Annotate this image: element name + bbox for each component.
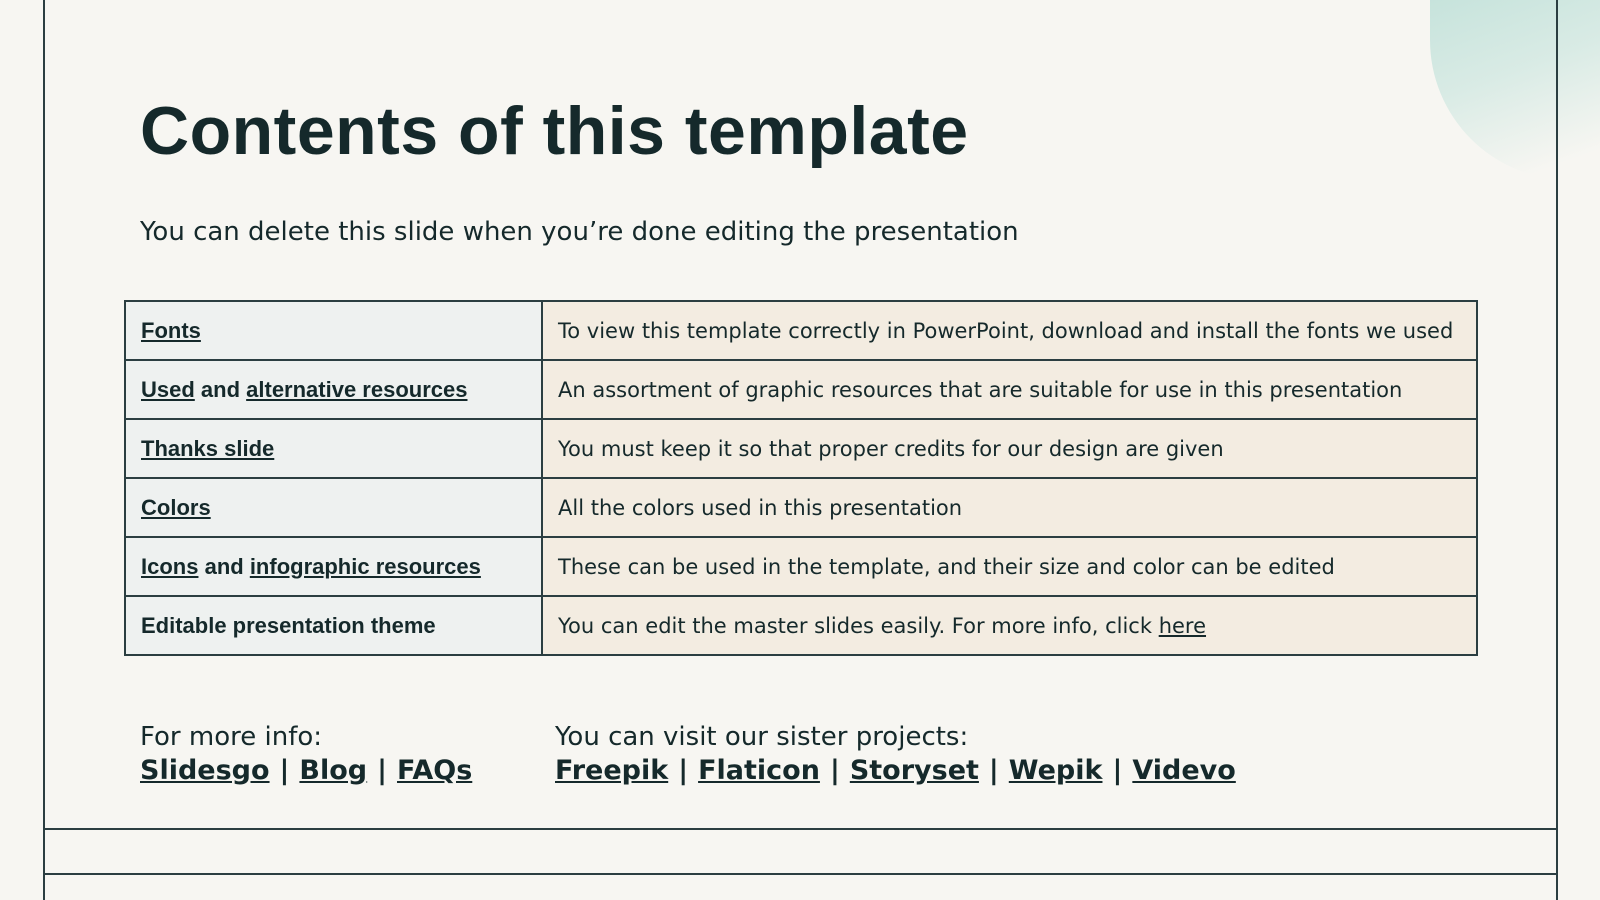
- blog-link[interactable]: Blog: [299, 755, 368, 786]
- link-separator: |: [1112, 755, 1123, 786]
- slidesgo-link[interactable]: Slidesgo: [140, 755, 270, 786]
- table-row: [125, 596, 1477, 655]
- link-separator: |: [988, 755, 999, 786]
- used-link[interactable]: Used: [141, 376, 195, 402]
- link-separator: |: [377, 755, 388, 786]
- left-border-line: [43, 0, 45, 900]
- page-subtitle: You can delete this slide when you’re done editing the presentation: [140, 217, 1019, 247]
- more-info-label: For more info:: [140, 722, 323, 752]
- table-row: [125, 360, 1477, 419]
- right-border-line: [1556, 0, 1558, 900]
- sister-projects-section: [555, 720, 1236, 788]
- row-description-text: An assortment of graphic resources that are suitable for use in this presentation: [558, 377, 1403, 402]
- row-description-cell: [542, 419, 1477, 478]
- row-title-cell: [125, 301, 542, 360]
- icons-link[interactable]: Icons: [141, 553, 199, 579]
- page-title: Contents of this template: [140, 93, 969, 169]
- decorative-blob: [1430, 0, 1600, 180]
- row-description-text: These can be used in the template, and their size and color can be edited: [558, 554, 1335, 579]
- storyset-link[interactable]: Storyset: [849, 755, 979, 786]
- row-title-cell: [125, 478, 542, 537]
- contents-table: [124, 300, 1478, 656]
- infographic-resources-link[interactable]: infographic resources: [249, 553, 481, 579]
- more-info-section: [140, 720, 472, 788]
- row-description-cell: [542, 360, 1477, 419]
- footer-divider-top: [43, 828, 1558, 830]
- sister-projects-label: You can visit our sister projects:: [555, 722, 969, 752]
- footer-divider-bottom: [43, 873, 1558, 875]
- row-title-text: and: [194, 376, 247, 402]
- sister-projects-links: [555, 754, 1236, 788]
- row-title-cell: [125, 360, 542, 419]
- row-description-text: You can edit the master slides easily. For more info, click: [558, 613, 1159, 638]
- row-description-cell: [542, 537, 1477, 596]
- faqs-link[interactable]: FAQs: [397, 755, 473, 786]
- table-row: [125, 301, 1477, 360]
- row-description-text: You must keep it so that proper credits for our design are given: [558, 436, 1224, 461]
- thanks-slide-link[interactable]: Thanks slide: [141, 435, 275, 461]
- table-row: [125, 478, 1477, 537]
- alternative-resources-link[interactable]: alternative resources: [246, 376, 468, 402]
- wepik-link[interactable]: Wepik: [1008, 755, 1103, 786]
- here-link[interactable]: here: [1158, 613, 1207, 638]
- row-title-cell: [125, 419, 542, 478]
- more-info-links: [140, 754, 472, 788]
- row-title-cell: [125, 596, 542, 655]
- colors-link[interactable]: Colors: [141, 494, 211, 520]
- row-description-text: All the colors used in this presentation: [558, 495, 963, 520]
- freepik-link[interactable]: Freepik: [555, 755, 669, 786]
- fonts-link[interactable]: Fonts: [141, 317, 201, 343]
- table-row: [125, 419, 1477, 478]
- row-description-cell: [542, 301, 1477, 360]
- row-description-text: To view this template correctly in PowerPoint, download and install the fonts we used: [558, 318, 1454, 343]
- videvo-link[interactable]: Videvo: [1132, 755, 1236, 786]
- row-title-text: Editable presentation theme: [141, 612, 436, 638]
- table-row: [125, 537, 1477, 596]
- row-description-cell: [542, 596, 1477, 655]
- link-separator: |: [678, 755, 689, 786]
- row-description-cell: [542, 478, 1477, 537]
- flaticon-link[interactable]: Flaticon: [698, 755, 820, 786]
- link-separator: |: [829, 755, 840, 786]
- link-separator: |: [279, 755, 290, 786]
- row-title-cell: [125, 537, 542, 596]
- row-title-text: and: [198, 553, 250, 579]
